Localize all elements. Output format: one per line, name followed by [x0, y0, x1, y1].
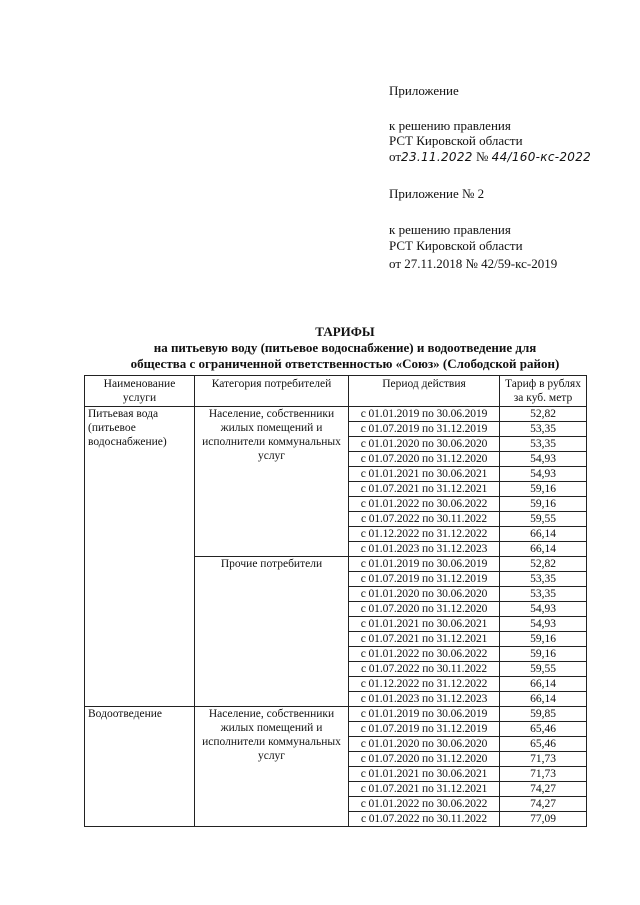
tariff-value: 65,46 [500, 722, 587, 737]
header-tariff: Тариф в рублях за куб. метр [500, 376, 587, 407]
tariff-value: 66,14 [500, 677, 587, 692]
validity-period: с 01.01.2019 по 30.06.2019 [349, 707, 500, 722]
validity-period: с 01.07.2020 по 31.12.2020 [349, 452, 500, 467]
header-period: Период действия [349, 376, 500, 407]
header-service: Наименование услуги [85, 376, 195, 407]
validity-period: с 01.07.2022 по 30.11.2022 [349, 812, 500, 827]
validity-period: с 01.01.2021 по 30.06.2021 [349, 617, 500, 632]
tariff-value: 59,16 [500, 497, 587, 512]
decision-line: к решению правления [389, 118, 511, 133]
validity-period: с 01.01.2021 по 30.06.2021 [349, 767, 500, 782]
table-row [85, 707, 587, 722]
tariff-value: 74,27 [500, 797, 587, 812]
tariff-value: 71,73 [500, 767, 587, 782]
validity-period: с 01.01.2022 по 30.06.2022 [349, 797, 500, 812]
validity-period: с 01.01.2023 по 31.12.2023 [349, 542, 500, 557]
consumer-category: Население, собственники жилых помещений и исполнители коммунальных услуг [195, 407, 349, 557]
tariff-value: 65,46 [500, 737, 587, 752]
validity-period: с 01.07.2021 по 31.12.2021 [349, 782, 500, 797]
tariff-value: 59,16 [500, 482, 587, 497]
tariff-value: 54,93 [500, 452, 587, 467]
validity-period: с 01.07.2020 по 31.12.2020 [349, 602, 500, 617]
date-prefix: от [389, 149, 402, 164]
doc-title: ТАРИФЫ [315, 324, 375, 339]
validity-period: с 01.07.2021 по 31.12.2021 [349, 632, 500, 647]
tariff-value: 66,14 [500, 527, 587, 542]
tariff-value: 53,35 [500, 587, 587, 602]
tariff-value: 77,09 [500, 812, 587, 827]
doc-subtitle-2: общества с ограниченной ответственностью «Союз» (Слободской район) [130, 356, 560, 371]
consumer-category: Прочие потребители [195, 557, 349, 707]
validity-period: с 01.07.2022 по 30.11.2022 [349, 512, 500, 527]
tariff-value: 53,35 [500, 572, 587, 587]
authority-2: РСТ Кировской области [389, 238, 523, 253]
tariff-value: 59,55 [500, 662, 587, 677]
service-name: Питьевая вода (питьевое водоснабжение) [85, 407, 195, 707]
decision-line-2: к решению правления [389, 222, 511, 237]
validity-period: с 01.01.2020 по 30.06.2020 [349, 437, 500, 452]
table-header-row [85, 376, 587, 407]
amendment-ref [389, 149, 591, 166]
tariff-value: 74,27 [500, 782, 587, 797]
validity-period: с 01.01.2019 по 30.06.2019 [349, 557, 500, 572]
tariff-value: 66,14 [500, 692, 587, 707]
tariff-value: 53,35 [500, 437, 587, 452]
handwritten-date: 23.11.2022 [401, 150, 473, 164]
doc-subtitle-1: на питьевую воду (питьевое водоснабжение) и водоотведение для [153, 340, 537, 355]
consumer-category: Население, собственники жилых помещений и исполнители коммунальных услуг [195, 707, 349, 827]
validity-period: с 01.07.2019 по 31.12.2019 [349, 572, 500, 587]
validity-period: с 01.01.2022 по 30.06.2022 [349, 497, 500, 512]
number-sign: № [475, 149, 489, 164]
tariff-value: 54,93 [500, 617, 587, 632]
tariff-value: 54,93 [500, 602, 587, 617]
table-body [85, 407, 587, 827]
validity-period: с 01.01.2020 по 30.06.2020 [349, 737, 500, 752]
validity-period: с 01.01.2021 по 30.06.2021 [349, 467, 500, 482]
tariff-value: 53,35 [500, 422, 587, 437]
original-ref: от 27.11.2018 № 42/59-кс-2019 [389, 256, 558, 271]
appendix2-title: Приложение № 2 [389, 186, 485, 201]
tariff-value: 52,82 [500, 557, 587, 572]
validity-period: с 01.07.2021 по 31.12.2021 [349, 482, 500, 497]
tariff-table [84, 375, 587, 827]
tariff-value: 52,82 [500, 407, 587, 422]
authority: РСТ Кировской области [389, 133, 523, 148]
appendix-title: Приложение [389, 83, 459, 98]
validity-period: с 01.12.2022 по 31.12.2022 [349, 677, 500, 692]
validity-period: с 01.01.2020 по 30.06.2020 [349, 587, 500, 602]
tariff-value: 59,85 [500, 707, 587, 722]
validity-period: с 01.07.2019 по 31.12.2019 [349, 722, 500, 737]
validity-period: с 01.12.2022 по 31.12.2022 [349, 527, 500, 542]
validity-period: с 01.01.2022 по 30.06.2022 [349, 647, 500, 662]
tariff-value: 59,16 [500, 632, 587, 647]
validity-period: с 01.01.2023 по 31.12.2023 [349, 692, 500, 707]
tariff-value: 54,93 [500, 467, 587, 482]
tariff-value: 59,16 [500, 647, 587, 662]
validity-period: с 01.07.2022 по 30.11.2022 [349, 662, 500, 677]
validity-period: с 01.07.2019 по 31.12.2019 [349, 422, 500, 437]
tariff-value: 66,14 [500, 542, 587, 557]
header-category: Категория потребителей [195, 376, 349, 407]
tariff-value: 71,73 [500, 752, 587, 767]
validity-period: с 01.07.2020 по 31.12.2020 [349, 752, 500, 767]
table-row [85, 407, 587, 422]
tariff-value: 59,55 [500, 512, 587, 527]
service-name: Водоотведение [85, 707, 195, 827]
handwritten-number: 44/160-кс-2022 [491, 150, 592, 164]
validity-period: с 01.01.2019 по 30.06.2019 [349, 407, 500, 422]
